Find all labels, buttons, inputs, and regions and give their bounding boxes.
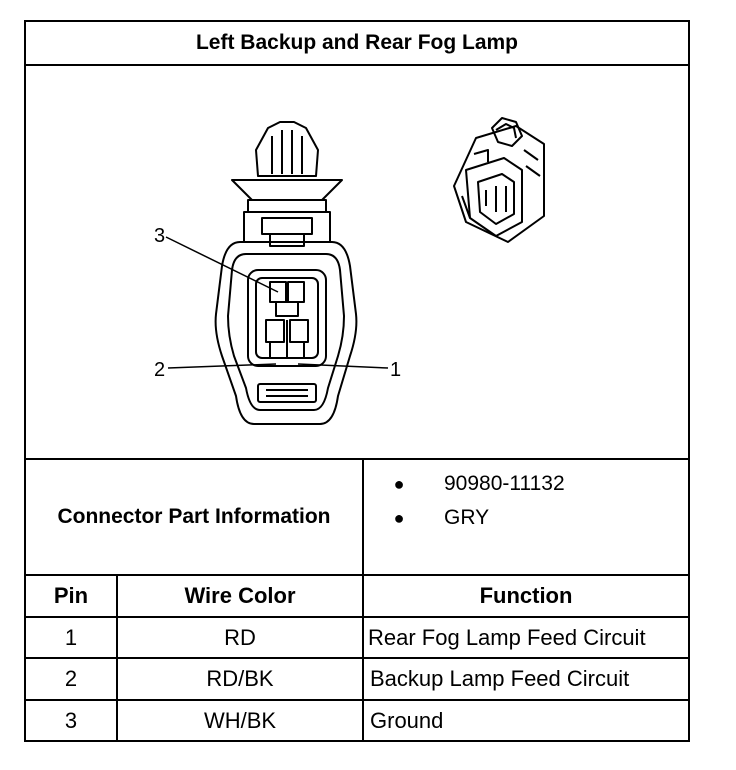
- part-number: 90980-11132: [444, 472, 565, 495]
- bullet-icon: ●: [393, 507, 405, 528]
- sheet-title: Left Backup and Rear Fog Lamp: [195, 31, 519, 54]
- connector-iso-view: [454, 118, 544, 242]
- wire-color-cell: RD: [224, 624, 256, 650]
- connector-info-label: Connector Part Information: [57, 505, 331, 528]
- leader-line-3: [166, 237, 278, 292]
- connector-diagram: [26, 66, 688, 458]
- pin-cell: 2: [64, 666, 78, 691]
- header-wire-color: Wire Color: [184, 583, 296, 608]
- pin-cell: 1: [64, 624, 78, 650]
- wire-color-cell: WH/BK: [203, 707, 277, 733]
- terminal-1: [290, 320, 308, 342]
- function-cell: Ground: [370, 707, 444, 733]
- locking-clip: [256, 122, 318, 176]
- pin-callout-3: 3: [154, 225, 166, 247]
- pin-callout-1: 1: [390, 359, 402, 381]
- connector-info-list: [364, 460, 688, 574]
- bullet-icon: ●: [393, 473, 405, 494]
- connector-color: GRY: [444, 506, 490, 529]
- pin-cell: 3: [64, 707, 78, 733]
- list-item: [364, 472, 688, 496]
- terminal-2: [266, 320, 284, 342]
- pin-callout-2: 2: [154, 359, 166, 381]
- connector-drawing: [26, 66, 688, 458]
- connector-face-view: [216, 122, 357, 424]
- list-item: [364, 506, 688, 530]
- wire-color-cell: RD/BK: [206, 666, 274, 691]
- header-pin: Pin: [53, 583, 89, 608]
- function-cell: Backup Lamp Feed Circuit: [370, 666, 630, 691]
- function-cell: Rear Fog Lamp Feed Circuit: [368, 624, 646, 650]
- header-function: Function: [479, 583, 573, 608]
- connector-sheet: [24, 20, 690, 742]
